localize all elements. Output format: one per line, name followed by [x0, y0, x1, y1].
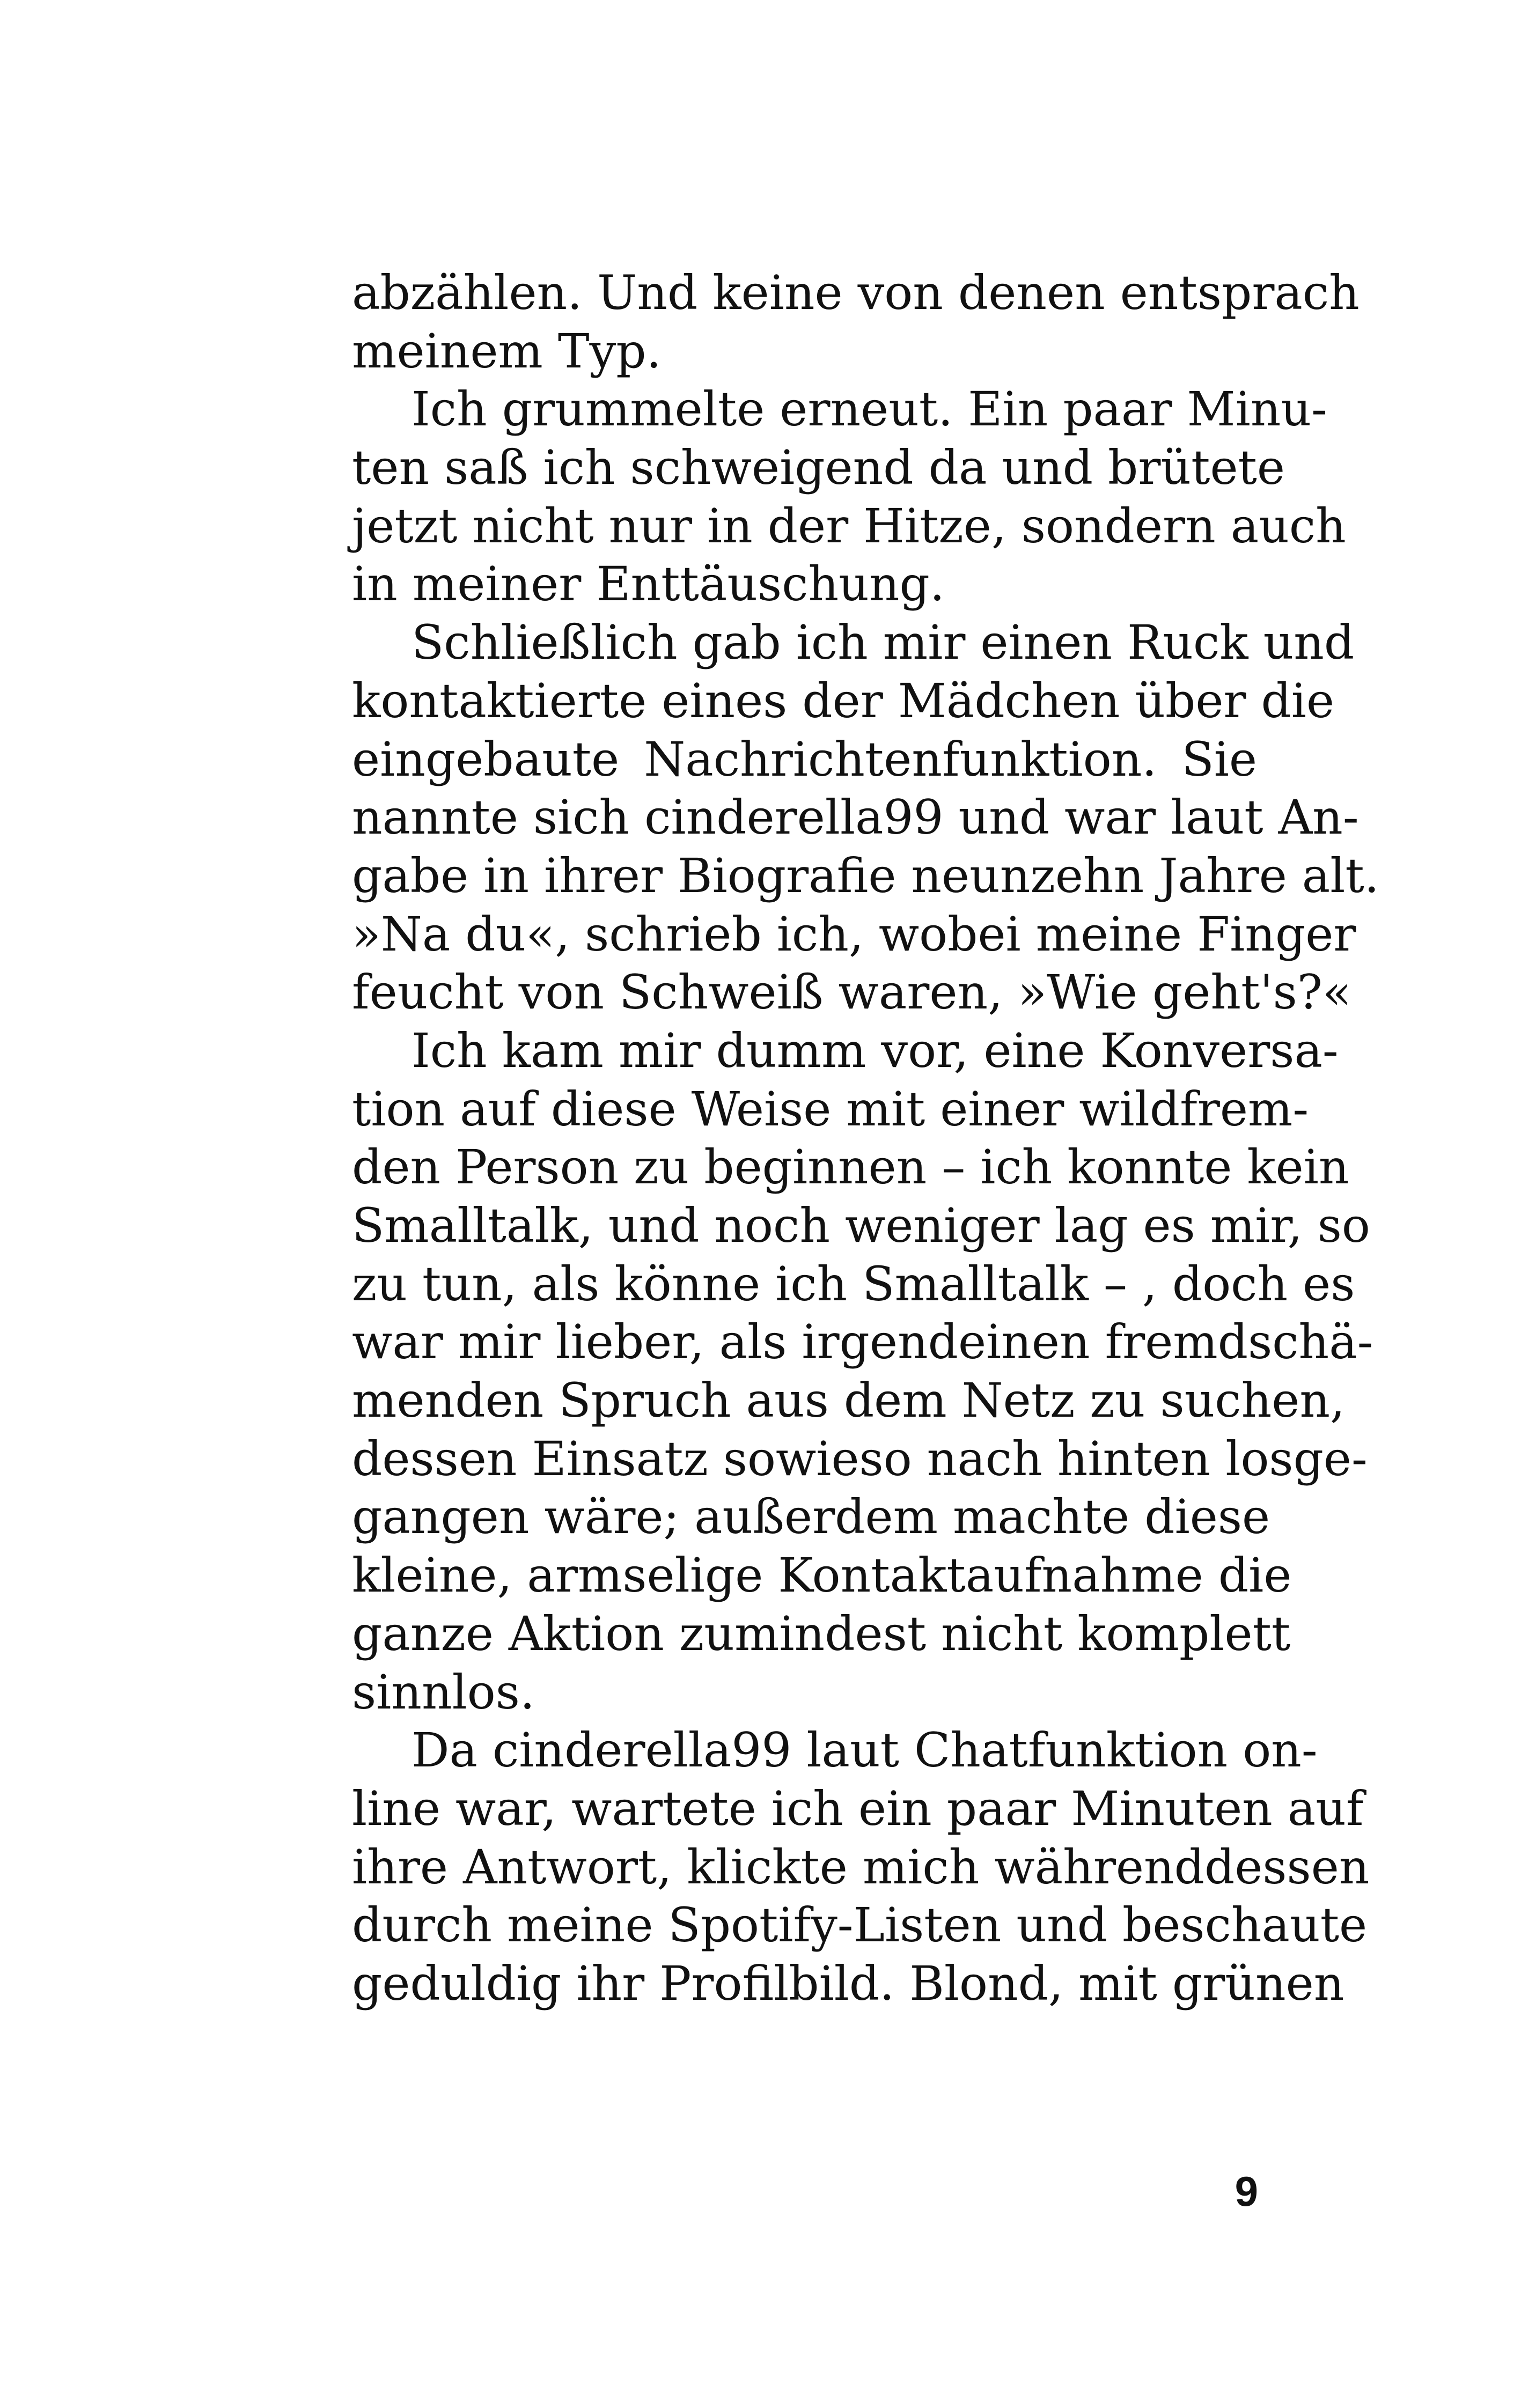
text-line: war mir lieber, als irgendeinen fremdschä-	[352, 1314, 1373, 1370]
text-line: »Na du«, schrieb ich, wobei meine Finger	[352, 906, 1356, 962]
text-line: tion auf diese Weise mit einer wildfrem-	[352, 1081, 1309, 1137]
text-line: zu tun, als könne ich Smalltalk – , doch es	[352, 1256, 1355, 1312]
text-line: meinem Typ.	[352, 323, 662, 379]
text-line: ihre Antwort, klickte mich währenddessen	[352, 1839, 1370, 1895]
text-line: Ich grummelte erneut. Ein paar Minu-	[412, 381, 1327, 437]
text-line: menden Spruch aus dem Netz zu suchen,	[352, 1373, 1345, 1428]
text-line: geduldig ihr Profilbild. Blond, mit grünen	[352, 1955, 1344, 2011]
page-number: 9	[1235, 2168, 1258, 2215]
body-text	[352, 264, 1379, 2013]
text-line: Smalltalk, und noch weniger lag es mir, so	[352, 1198, 1370, 1253]
text-line: dessen Einsatz sowieso nach hinten losge-	[352, 1431, 1368, 1486]
text-line: Da cinderella99 laut Chatfunktion on-	[412, 1722, 1318, 1778]
text-line: ten saß ich schweigend da und brütete	[352, 440, 1285, 496]
text-line: line war, wartete ich ein paar Minuten auf	[352, 1780, 1364, 1836]
text-line: Ich kam mir dumm vor, eine Konversa-	[412, 1022, 1339, 1078]
text-line: gangen wäre; außerdem machte diese	[352, 1489, 1270, 1545]
text-line: feucht von Schweiß waren, »Wie geht's?«	[352, 964, 1351, 1020]
text-line: in meiner Enttäuschung.	[352, 556, 945, 612]
text-line: abzählen. Und keine von denen entsprach	[352, 265, 1360, 320]
text-line: ganze Aktion zumindest nicht komplett	[352, 1606, 1291, 1661]
text-line: kleine, armselige Kontaktaufnahme die	[352, 1548, 1292, 1603]
text-line: eingebaute Nachrichtenfunktion. Sie	[352, 731, 1257, 787]
text-line: gabe in ihrer Biografie neunzehn Jahre alt.	[352, 848, 1379, 903]
text-line: kontaktierte eines der Mädchen über die	[352, 673, 1335, 728]
text-line: den Person zu beginnen – ich konnte kein	[352, 1139, 1349, 1195]
text-line: Schließlich gab ich mir einen Ruck und	[412, 615, 1355, 671]
text-line: durch meine Spotify-Listen und beschaute	[352, 1897, 1368, 1953]
text-line: nannte sich cinderella99 und war laut An-	[352, 790, 1359, 845]
text-line: sinnlos.	[352, 1664, 535, 1720]
text-line: jetzt nicht nur in der Hitze, sondern auch	[352, 498, 1346, 554]
